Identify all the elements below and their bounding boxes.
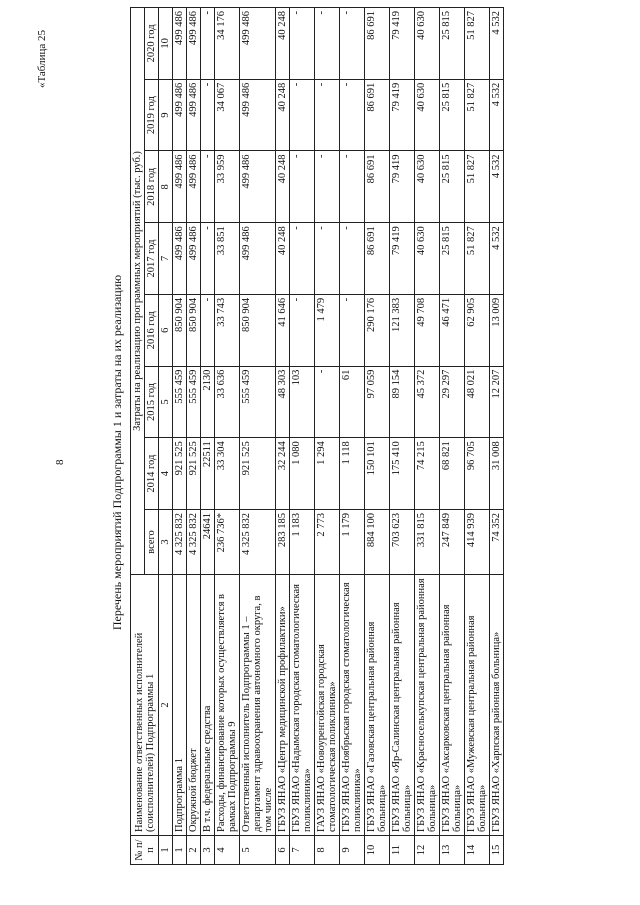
header-year: 2016 год — [145, 294, 159, 366]
header-year: 2015 год — [145, 366, 159, 438]
row-total: 4 325 832 — [173, 510, 187, 575]
column-index: 1 — [159, 836, 173, 865]
row-year-value: 74 215 — [415, 438, 440, 510]
row-total: 1 183 — [290, 510, 315, 575]
table-row — [315, 8, 340, 865]
row-year-value: 51 827 — [465, 223, 490, 295]
row-year-value: 86 691 — [365, 151, 390, 223]
page-number: 8 — [54, 459, 66, 465]
row-number: 3 — [201, 836, 215, 865]
row-year-value: 29 297 — [440, 366, 465, 438]
row-name: ГБУЗ ЯНАО «Газовская центральная районная больница» — [365, 575, 390, 836]
row-year-value: 499 486 — [240, 223, 276, 295]
table-row — [276, 8, 290, 865]
row-year-value: 921 525 — [173, 438, 187, 510]
row-year-value: 121 383 — [390, 294, 415, 366]
header-total: всего — [145, 510, 159, 575]
row-year-value: 555 459 — [187, 366, 201, 438]
row-year-value: - — [340, 294, 365, 366]
row-number: 4 — [215, 836, 240, 865]
row-year-value: 86 691 — [365, 79, 390, 151]
row-year-value: 2130 — [201, 366, 215, 438]
row-year-value: 51 827 — [465, 151, 490, 223]
table-row — [173, 8, 187, 865]
row-year-value: 103 — [290, 366, 315, 438]
row-name: ГБУЗ ЯНАО «Надымская городская стоматологическая поликлиника» — [290, 575, 315, 836]
table-row — [365, 8, 390, 865]
row-year-value: 32 244 — [276, 438, 290, 510]
row-name: В т.ч. федеральные средства — [201, 575, 215, 836]
row-year-value: - — [340, 223, 365, 295]
row-year-value: 40 248 — [276, 151, 290, 223]
row-total: 247 849 — [440, 510, 465, 575]
row-total: 414 939 — [465, 510, 490, 575]
row-year-value: 25 815 — [440, 8, 465, 80]
row-year-value: 499 486 — [173, 79, 187, 151]
row-year-value: 48 021 — [465, 366, 490, 438]
row-year-value: 25 815 — [440, 223, 465, 295]
row-year-value: 34 067 — [215, 79, 240, 151]
row-year-value: 175 410 — [390, 438, 415, 510]
row-year-value: 850 904 — [173, 294, 187, 366]
row-year-value: - — [201, 8, 215, 80]
column-index: 7 — [159, 223, 173, 295]
table-row — [440, 8, 465, 865]
row-year-value: - — [340, 8, 365, 80]
row-year-value: - — [201, 151, 215, 223]
header-year: 2017 год — [145, 223, 159, 295]
row-year-value: 1 118 — [340, 438, 365, 510]
row-year-value: - — [290, 294, 315, 366]
row-name: Подпрограмма 1 — [173, 575, 187, 836]
row-year-value: 290 176 — [365, 294, 390, 366]
row-year-value: 1 080 — [290, 438, 315, 510]
row-name: Расходы, финансирование которых осуществляется в рамках Подпрограммы 9 — [215, 575, 240, 836]
header-num: № п/п — [131, 836, 159, 865]
table-row — [201, 8, 215, 865]
header-name: Наименование ответственных исполнителей (соисполнителей) Подпрограммы 1 — [131, 575, 159, 836]
column-index: 6 — [159, 294, 173, 366]
row-number: 2 — [187, 836, 201, 865]
row-number: 1 — [173, 836, 187, 865]
row-number: 15 — [490, 836, 504, 865]
row-total: 703 623 — [390, 510, 415, 575]
row-number: 12 — [415, 836, 440, 865]
row-year-value: - — [340, 151, 365, 223]
row-year-value: 46 471 — [440, 294, 465, 366]
row-name: ГБУЗ ЯНАО «Харпская районная больница» — [490, 575, 504, 836]
row-year-value: 850 904 — [187, 294, 201, 366]
row-total: 331 815 — [415, 510, 440, 575]
row-year-value: 499 486 — [240, 79, 276, 151]
row-year-value: 1 294 — [315, 438, 340, 510]
header-year: 2019 год — [145, 79, 159, 151]
row-year-value: 33 743 — [215, 294, 240, 366]
table-row — [215, 8, 240, 865]
row-total: 4 325 832 — [240, 510, 276, 575]
row-year-value: 79 419 — [390, 223, 415, 295]
row-year-value: 4 532 — [490, 79, 504, 151]
row-name: Ответственный исполнитель Подпрограммы 1 – департамент здравоохранения автономного округа, в том числе — [240, 575, 276, 836]
row-year-value: 68 821 — [440, 438, 465, 510]
row-year-value: 555 459 — [173, 366, 187, 438]
row-year-value: - — [315, 223, 340, 295]
row-year-value: - — [315, 151, 340, 223]
row-total: 24641 — [201, 510, 215, 575]
row-year-value: 13 009 — [490, 294, 504, 366]
table-row — [465, 8, 490, 865]
row-year-value: 79 419 — [390, 8, 415, 80]
table-row — [187, 8, 201, 865]
row-year-value: 4 532 — [490, 151, 504, 223]
header-year: 2018 год — [145, 151, 159, 223]
row-year-value: 41 646 — [276, 294, 290, 366]
row-number: 13 — [440, 836, 465, 865]
row-year-value: 33 959 — [215, 151, 240, 223]
row-number: 8 — [315, 836, 340, 865]
row-year-value: - — [290, 8, 315, 80]
row-name: Окружной бюджет — [187, 575, 201, 836]
row-year-value: 51 827 — [465, 79, 490, 151]
row-name: ГБУЗ ЯНАО «Яр-Салинская центральная районная больница» — [390, 575, 415, 836]
row-year-value: 499 486 — [187, 8, 201, 80]
row-year-value: 921 525 — [187, 438, 201, 510]
row-year-value: 33 304 — [215, 438, 240, 510]
table-row — [415, 8, 440, 865]
table-row — [240, 8, 276, 865]
row-year-value: 48 303 — [276, 366, 290, 438]
table-row — [490, 8, 504, 865]
row-year-value: 499 486 — [173, 223, 187, 295]
row-year-value: 921 525 — [240, 438, 276, 510]
column-index: 2 — [159, 575, 173, 836]
column-index: 5 — [159, 366, 173, 438]
row-year-value: 12 207 — [490, 366, 504, 438]
row-year-value: 61 — [340, 366, 365, 438]
row-year-value: - — [315, 79, 340, 151]
row-total: 884 100 — [365, 510, 390, 575]
row-year-value: - — [340, 79, 365, 151]
header-year: 2014 год — [145, 438, 159, 510]
row-year-value: 40 630 — [415, 151, 440, 223]
row-year-value: 22511 — [201, 438, 215, 510]
table-row — [340, 8, 365, 865]
row-year-value: - — [315, 366, 340, 438]
row-name: ГБУЗ ЯНАО «Аксарковская центральная районная больница» — [440, 575, 465, 836]
row-name: ГБУЗ ЯНАО «Ноябрьская городская стоматологическая поликлиника» — [340, 575, 365, 836]
row-year-value: - — [315, 8, 340, 80]
row-number: 5 — [240, 836, 276, 865]
row-year-value: - — [290, 79, 315, 151]
row-number: 11 — [390, 836, 415, 865]
row-number: 6 — [276, 836, 290, 865]
row-name: ГБУЗ ЯНАО «Мужевская центральная районная больница» — [465, 575, 490, 836]
row-year-value: 86 691 — [365, 223, 390, 295]
row-name: ГБУЗ ЯНАО «Красноселькупская центральная районная больница» — [415, 575, 440, 836]
row-year-value: 45 372 — [415, 366, 440, 438]
row-year-value: 4 532 — [490, 223, 504, 295]
column-index-row — [159, 8, 173, 865]
row-number: 7 — [290, 836, 315, 865]
header-costs: Затраты на реализацию программных мероприятий (тыс. руб.) — [131, 8, 145, 575]
row-total: 1 179 — [340, 510, 365, 575]
column-index: 8 — [159, 151, 173, 223]
row-year-value: 850 904 — [240, 294, 276, 366]
row-year-value: - — [290, 223, 315, 295]
row-year-value: 40 248 — [276, 223, 290, 295]
row-year-value: 62 905 — [465, 294, 490, 366]
header-year: 2020 год — [145, 8, 159, 80]
row-year-value: 499 486 — [187, 151, 201, 223]
row-year-value: 40 630 — [415, 223, 440, 295]
row-year-value: 25 815 — [440, 79, 465, 151]
row-year-value: - — [201, 79, 215, 151]
row-name: ГБУЗ ЯНАО «Центр медицинской профилактики» — [276, 575, 290, 836]
row-year-value: 40 630 — [415, 79, 440, 151]
row-total: 4 325 832 — [187, 510, 201, 575]
row-year-value: 499 486 — [173, 151, 187, 223]
column-index: 3 — [159, 510, 173, 575]
row-year-value: 555 459 — [240, 366, 276, 438]
row-year-value: 4 532 — [490, 8, 504, 80]
row-year-value: 96 705 — [465, 438, 490, 510]
row-year-value: 499 486 — [173, 8, 187, 80]
row-year-value: 25 815 — [440, 151, 465, 223]
row-year-value: 51 827 — [465, 8, 490, 80]
row-year-value: 34 176 — [215, 8, 240, 80]
row-year-value: 79 419 — [390, 79, 415, 151]
column-index: 4 — [159, 438, 173, 510]
row-year-value: 97 059 — [365, 366, 390, 438]
table-heading: Перечень мероприятий Подпрограммы 1 и затраты на их реализацию — [110, 274, 124, 631]
row-year-value: 1 479 — [315, 294, 340, 366]
column-index: 9 — [159, 79, 173, 151]
row-year-value: 33 851 — [215, 223, 240, 295]
row-year-value: - — [201, 223, 215, 295]
row-year-value: 33 636 — [215, 366, 240, 438]
row-year-value: 40 630 — [415, 8, 440, 80]
row-year-value: 89 154 — [390, 366, 415, 438]
row-total: 283 185 — [276, 510, 290, 575]
row-year-value: - — [201, 294, 215, 366]
row-total: 2 773 — [315, 510, 340, 575]
row-number: 9 — [340, 836, 365, 865]
row-total: 236 736* — [215, 510, 240, 575]
row-year-value: 150 101 — [365, 438, 390, 510]
row-number: 14 — [465, 836, 490, 865]
row-year-value: 79 419 — [390, 151, 415, 223]
table-row — [390, 8, 415, 865]
column-index: 10 — [159, 8, 173, 80]
table-row — [290, 8, 315, 865]
row-year-value: 49 708 — [415, 294, 440, 366]
row-year-value: 499 486 — [240, 151, 276, 223]
row-year-value: 499 486 — [187, 223, 201, 295]
row-year-value: 40 248 — [276, 79, 290, 151]
row-year-value: 40 248 — [276, 8, 290, 80]
row-year-value: 499 486 — [240, 8, 276, 80]
row-name: ГАУЗ ЯНАО «Новоуренгойская городская стоматологическая поликлиника» — [315, 575, 340, 836]
row-number: 10 — [365, 836, 390, 865]
program-costs-table — [130, 7, 504, 865]
row-year-value: - — [290, 151, 315, 223]
row-year-value: 86 691 — [365, 8, 390, 80]
row-year-value: 499 486 — [187, 79, 201, 151]
row-total: 74 352 — [490, 510, 504, 575]
row-year-value: 31 008 — [490, 438, 504, 510]
table-caption: «Таблица 25 — [36, 30, 48, 89]
